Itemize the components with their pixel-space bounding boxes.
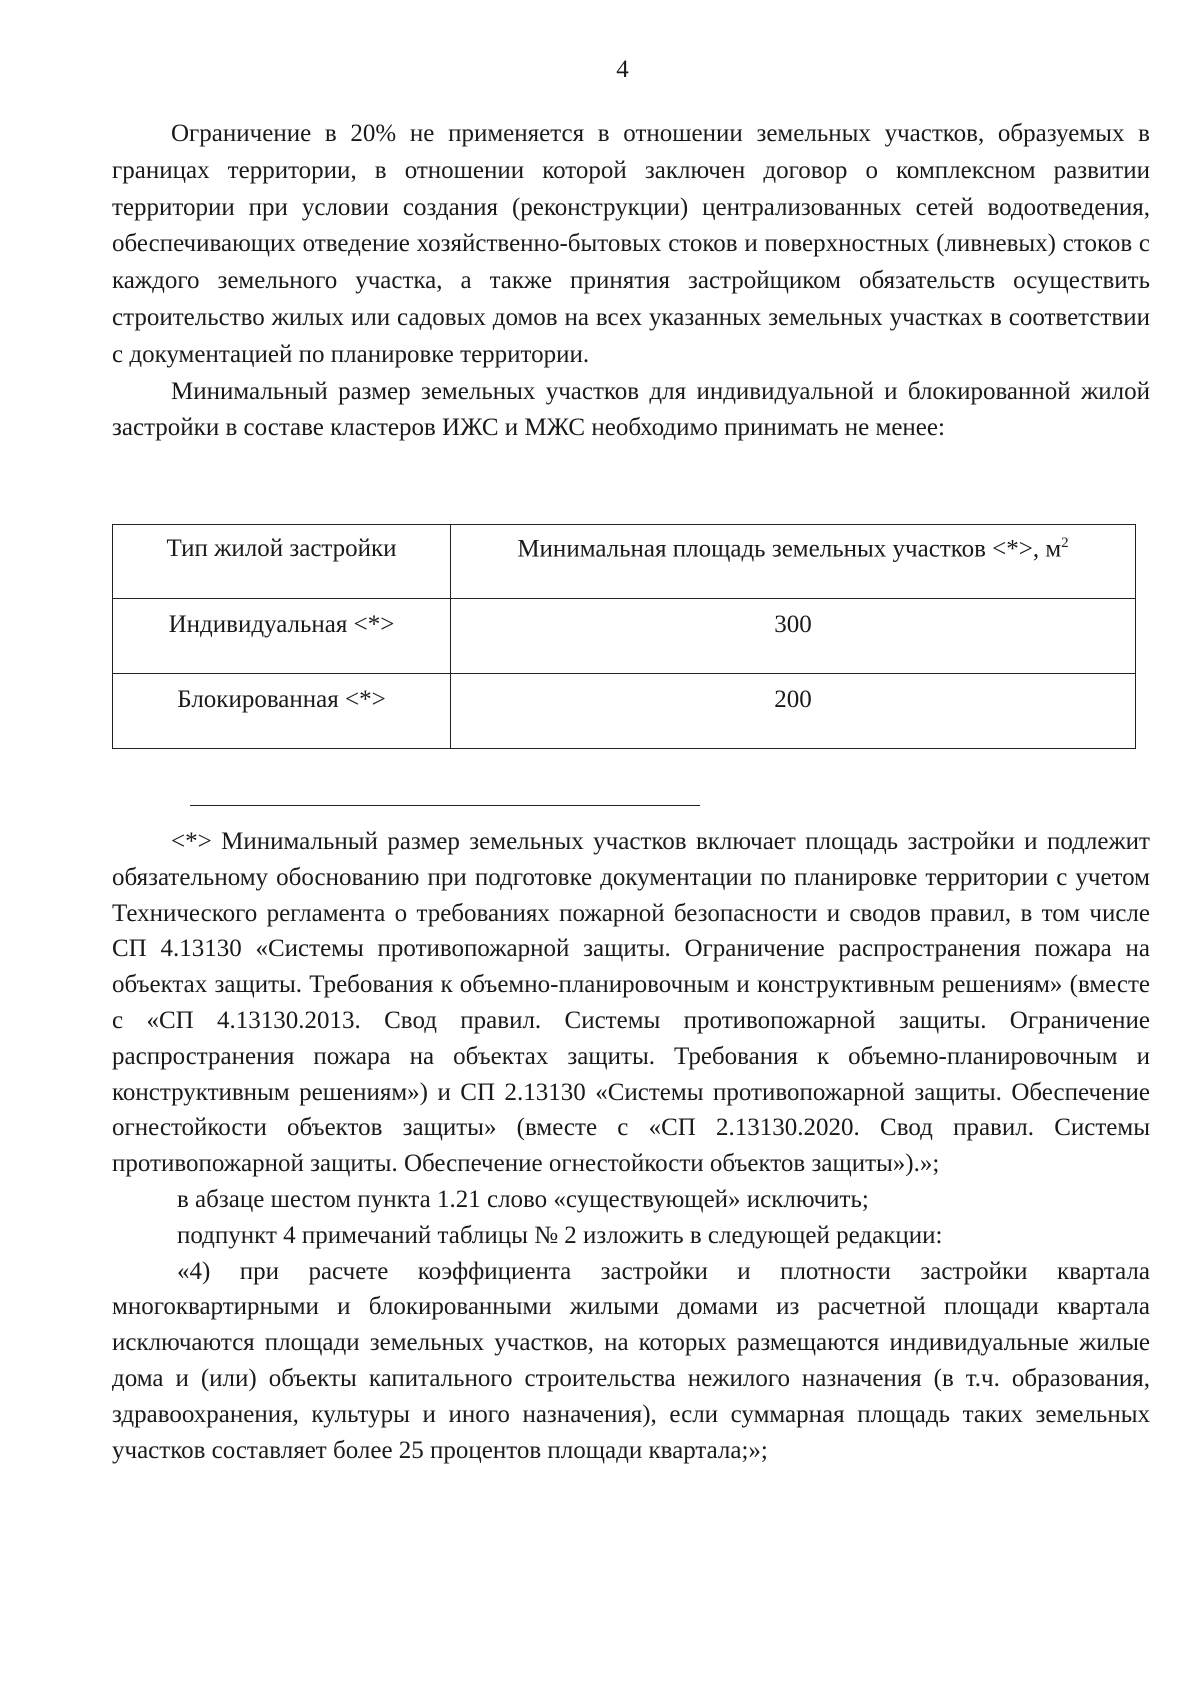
min-area-table bbox=[112, 524, 1136, 749]
header-type-cell bbox=[113, 525, 451, 599]
paragraph-subitem-4: «4) при расчете коэффициента застройки и плотности застройки квартала многоквартирными и блокированными жилыми домами из расчетной площади квартала исключаются площади земельных участков, на которых размещаются индивидуальные жилые дома и (или) объекты капитального строительства нежилого назначения (в т.ч. образования, здравоохранения, культуры и иного назначения), если суммарная площадь таких земельных участков составляет более 25 процентов площади квартала;»; bbox=[112, 1257, 1150, 1464]
paragraph-restriction: Ограничение в 20% не применяется в отношении земельных участков, образуемых в границах территории, в отношении которой заключен договор о комплексном развитии территории при условии создания (реконструкции) централизованных сетей водоотведения, обеспечивающих отведение хозяйственно-бытовых стоков и поверхностных (ливневых) стоков с каждого земельного участка, а также принятия застройщиком обязательств осуществить строительство жилых или садовых домов на всех указанных земельных участках в соответствии с документацией по планировке территории. bbox=[112, 120, 1150, 368]
row-area-cell bbox=[451, 599, 1136, 674]
row-type-cell bbox=[113, 674, 451, 749]
paragraph-amendment-1: в абзаце шестом пункта 1.21 слово «существующей» исключить; bbox=[177, 1185, 869, 1213]
row-area-value: 300 bbox=[774, 611, 812, 638]
footnote-separator bbox=[190, 805, 700, 806]
header-area-cell bbox=[451, 525, 1136, 599]
row-area-cell bbox=[451, 674, 1136, 749]
header-type-label: Тип жилой застройки bbox=[166, 535, 397, 562]
page-number: 4 bbox=[616, 56, 629, 83]
row-type-label: Индивидуальная <*> bbox=[168, 611, 395, 638]
top-text bbox=[112, 116, 1150, 447]
header-area-unit-sup: 2 bbox=[1061, 535, 1069, 551]
header-area-label: Минимальная площадь земельных участков <*>, м bbox=[517, 535, 1062, 563]
table-row bbox=[113, 674, 1136, 749]
row-type-label: Блокированная <*> bbox=[177, 686, 386, 713]
table-header-row bbox=[113, 525, 1136, 599]
table-row bbox=[113, 599, 1136, 674]
bottom-text bbox=[112, 824, 1150, 1468]
paragraph-min-size: Минимальный размер земельных участков для индивидуальной и блокированной жилой застройки в составе кластеров ИЖС и МЖС необходимо принимать не менее: bbox=[112, 377, 1150, 442]
footnote-text: <*> Минимальный размер земельных участков включает площадь застройки и подлежит обязательному обоснованию при подготовке документации по планировке территории с учетом Технического регламента о требованиях пожарной безопасности и сводов правил, в том числе СП 4.13130 «Системы противопожарной защиты. Ограничение распространения пожара на объектах защиты. Требования к объемно-планировочным и конструктивным решениям» (вместе с «СП 4.13130.2013. Свод правил. Системы противопожарной защиты. Ограничение распространения пожара на объектах защиты. Требования к объемно-планировочным и конструктивным решениям») и СП 2.13130 «Системы противопожарной защиты. Обеспечение огнестойкости объектов защиты» (вместе с «СП 2.13130.2020. Свод правил. Системы противопожарной защиты. Обеспечение огнестойкости объектов защиты»).»; bbox=[112, 828, 1150, 1178]
row-area-value: 200 bbox=[774, 686, 812, 713]
row-type-cell bbox=[113, 599, 451, 674]
min-area-table-wrap bbox=[112, 524, 1136, 749]
paragraph-amendment-2: подпункт 4 примечаний таблицы № 2 изложить в следующей редакции: bbox=[177, 1221, 943, 1249]
